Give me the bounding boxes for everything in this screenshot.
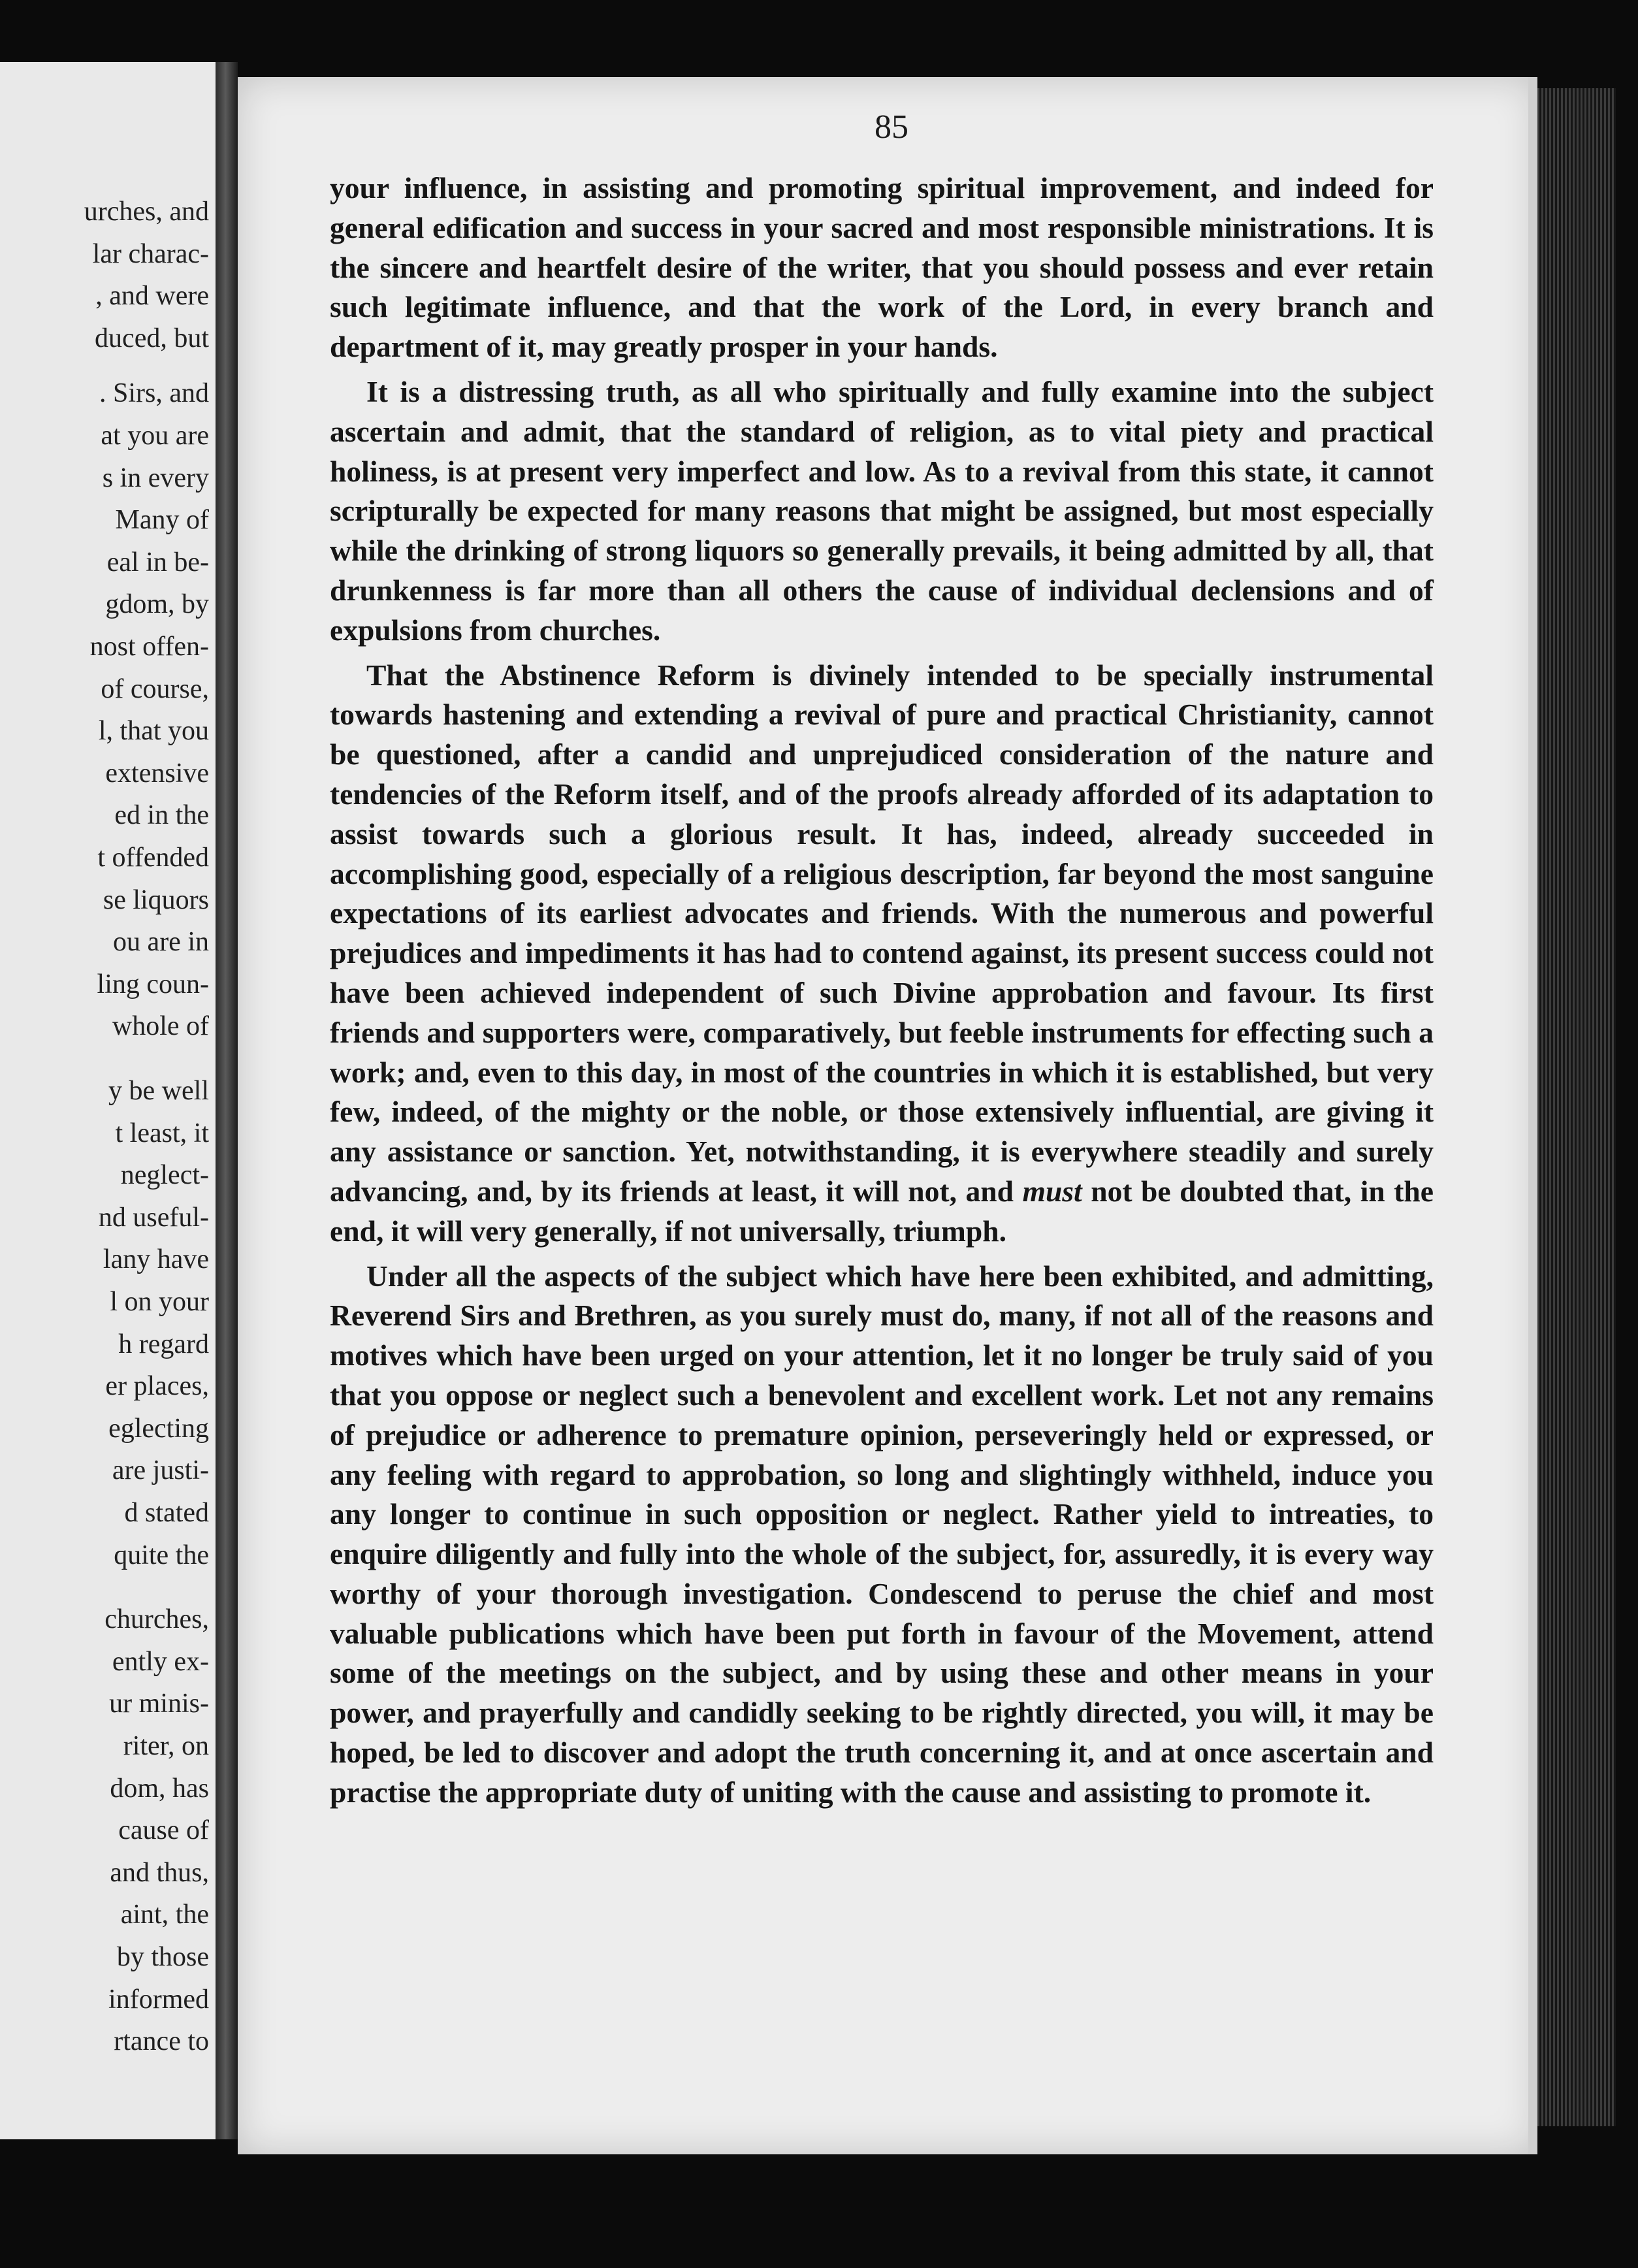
previous-page-line: ed in the: [114, 800, 209, 831]
paragraph-distressing-truth: It is a distressing truth, as all who spiritually and fully examine into the subject ascertain and admit, that the standard of religion, as to vital piety and practical holiness, is at present very imperfect and low. As to a revival from this state, it cannot scripturally be expected for many reasons that might be assigned, but most especially while the drinking of strong liquors so generally prevails, it being admitted by all, that drunkenness is far more than all others the cause of individual declensions and of expulsions from churches.: [330, 374, 1434, 647]
previous-page-line: . Sirs, and: [99, 378, 209, 409]
previous-page-line: eglecting: [108, 1413, 209, 1444]
previous-page-line: h regard: [118, 1329, 209, 1359]
previous-page-line: ur minis-: [109, 1689, 209, 1719]
previous-page-line: urches, and: [84, 197, 209, 227]
previous-page-line: ou are in: [113, 927, 209, 958]
previous-page-line: churches,: [104, 1604, 209, 1635]
paragraph-text: not be doubted that, in the end, it will very generally, if not universally, triumph.: [330, 1174, 1434, 1248]
previous-page-line: Many of: [115, 505, 209, 536]
previous-page-line: nost offen-: [89, 632, 209, 662]
previous-page-line: neglect-: [120, 1160, 209, 1191]
previous-page-line: l, that you: [98, 716, 209, 747]
previous-page-line: aint, the: [120, 1900, 209, 1930]
previous-page-fragment: [0, 62, 218, 2139]
previous-page-line: cause of: [118, 1815, 209, 1846]
previous-page-line: l on your: [110, 1287, 209, 1317]
previous-page-line: s in every: [102, 462, 209, 493]
previous-page-line: extensive: [105, 758, 209, 788]
previous-page-line: ling coun-: [97, 969, 209, 999]
previous-page-line: by those: [116, 1942, 209, 1972]
previous-page-line: dom, has: [110, 1773, 209, 1804]
previous-page-line: eal in be-: [106, 547, 209, 577]
page-number: 85: [875, 108, 908, 146]
previous-page-line: informed: [108, 1984, 209, 2015]
previous-page-line: lany have: [103, 1244, 209, 1275]
paragraph-text: That the Abstinence Reform is divinely intended to be specially instrumental towards hastening and extending a revival of pure and practical Christianity, cannot be questioned, after a candid and unprejudiced consideration of the nature and tendencies of the Reform itself, and of the proofs already afforded of its adaptation to assist towards such a glorious result. It has, indeed, already succeeded in accomplishing good, especially of a religious description, far beyond the most sanguine expectations of its earliest advocates and friends. With the numerous and powerful prejudices and impediments it has had to contend against, its present success could not have been achieved independent of such Divine approbation and favour. Its first friends and supporters were, comparatively, but feeble instruments for effecting such a work; and, even to this day, in most of the countries in which it is established, but very few, indeed, of the mighty or the noble, or those extensively influential, are giving it any assistance or sanction. Yet, notwithstanding, it is everywhere steadily and surely advancing, and, by its friends at least, it will not, and: [330, 658, 1434, 1208]
previous-page-line: nd useful-: [98, 1202, 209, 1233]
previous-page-line: at you are: [101, 421, 209, 451]
previous-page-line: y be well: [108, 1076, 209, 1106]
previous-page-line: of course,: [101, 673, 209, 704]
page-body-text: [330, 169, 1434, 1818]
previous-page-line: t least, it: [115, 1118, 209, 1148]
previous-page-line: , and were: [95, 281, 209, 312]
previous-page-line: duced, but: [95, 323, 209, 353]
book-gutter: [216, 62, 238, 2139]
previous-page-line: quite the: [114, 1540, 209, 1570]
page-stack-edges: [1537, 88, 1616, 2126]
emphasis-text: must: [1022, 1174, 1082, 1208]
previous-page-line: d stated: [124, 1498, 209, 1528]
previous-page-line: er places,: [105, 1371, 209, 1402]
previous-page-line: whole of: [112, 1011, 209, 1042]
previous-page-line: ently ex-: [112, 1646, 209, 1677]
previous-page-line: are justi-: [112, 1455, 209, 1486]
previous-page-line: t offended: [97, 843, 209, 873]
previous-page-line: and thus,: [110, 1857, 209, 1888]
paragraph-appeal: Under all the aspects of the subject which have here been exhibited, and admitting, Reverend Sirs and Brethren, as you surely must do, many, if not all of the reasons and motives which have been urged on your attention, let it no longer be truly said of you that you oppose or neglect such a benevolent and excellent work. Let not any remains of prejudice or adherence to premature opinion, perseveringly held or expressed, or any feeling with regard to approbation, so long and slightingly withheld, induce you any longer to continue in such opposition or neglect. Rather yield to intreaties, to enquire diligently and fully into the whole of the subject, for, assuredly, it is every way worthy of your thorough investigation. Condescend to peruse the chief and most valuable publications which have been put forth in favour of the Movement, attend some of the meetings on the subject, and by using these and other means in your power, and prayerfully and candidly seeking to be rightly directed, you will, it may be hoped, be led to discover and adopt the truth concerning it, and at once ascertain and practise the appropriate duty of uniting with the cause and assisting to promote it.: [330, 1259, 1434, 1809]
page-edge: [1528, 77, 1537, 2154]
paragraph-abstinence-reform: [330, 656, 1434, 1252]
previous-page-line: riter, on: [123, 1731, 209, 1761]
previous-page-line: gdom, by: [105, 589, 209, 620]
previous-page-line: se liquors: [103, 884, 209, 915]
previous-page-line: rtance to: [114, 2026, 209, 2057]
paragraph-continuation: your influence, in assisting and promoting spiritual improvement, and indeed for general edification and success in your sacred and most responsible ministrations. It is the sincere and heartfelt desire of the writer, that you should possess and ever retain such legitimate influence, and that the work of the Lord, in every branch and department of it, may greatly prosper in your hands.: [330, 171, 1434, 364]
previous-page-line: lar charac-: [92, 238, 209, 269]
